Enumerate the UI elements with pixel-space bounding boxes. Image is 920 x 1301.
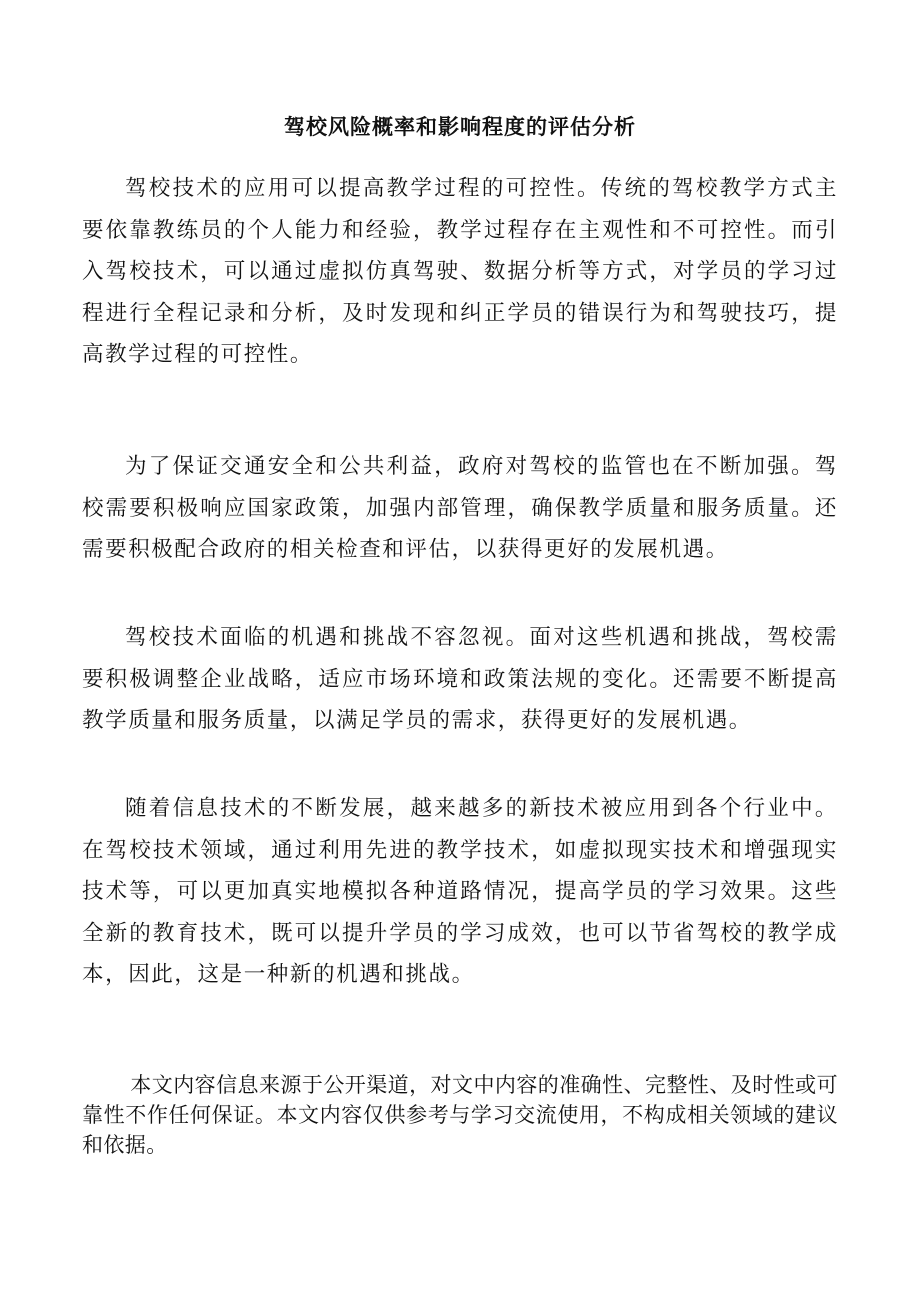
paragraph-1: 驾校技术的应用可以提高教学过程的可控性。传统的驾校教学方式主要依靠教练员的个人能力和经验，教学过程存在主观性和不可控性。而引入驾校技术，可以通过虚拟仿真驾驶、数据分析等方式，对学员的学习过程进行全程记录和分析，及时发现和纠正学员的错误行为和驾驶技巧，提高教学过程的可控性。 [82, 176, 838, 367]
disclaimer-note: 本文内容信息来源于公开渠道，对文中内容的准确性、完整性、及时性或可靠性不作任何保证。本文内容仅供参考与学习交流使用，不构成相关领域的建议和依据。 [82, 1073, 838, 1157]
paragraph-3: 驾校技术面临的机遇和挑战不容忽视。面对这些机遇和挑战，驾校需要积极调整企业战略，适应市场环境和政策法规的变化。还需要不断提高教学质量和服务质量，以满足学员的需求，获得更好的发展机遇。 [82, 625, 838, 733]
paragraph-2: 为了保证交通安全和公共利益，政府对驾校的监管也在不断加强。驾校需要积极响应国家政策，加强内部管理，确保教学质量和服务质量。还需要积极配合政府的相关检查和评估，以获得更好的发展机遇。 [82, 454, 838, 562]
document-title: 驾校风险概率和影响程度的评估分析 [284, 114, 636, 139]
paragraph-4: 随着信息技术的不断发展，越来越多的新技术被应用到各个行业中。在驾校技术领域，通过利用先进的教学技术，如虚拟现实技术和增强现实技术等，可以更加真实地模拟各种道路情况，提高学员的学习效果。这些全新的教育技术，既可以提升学员的学习成效，也可以节省驾校的教学成本，因此，这是一种新的机遇和挑战。 [82, 796, 838, 987]
